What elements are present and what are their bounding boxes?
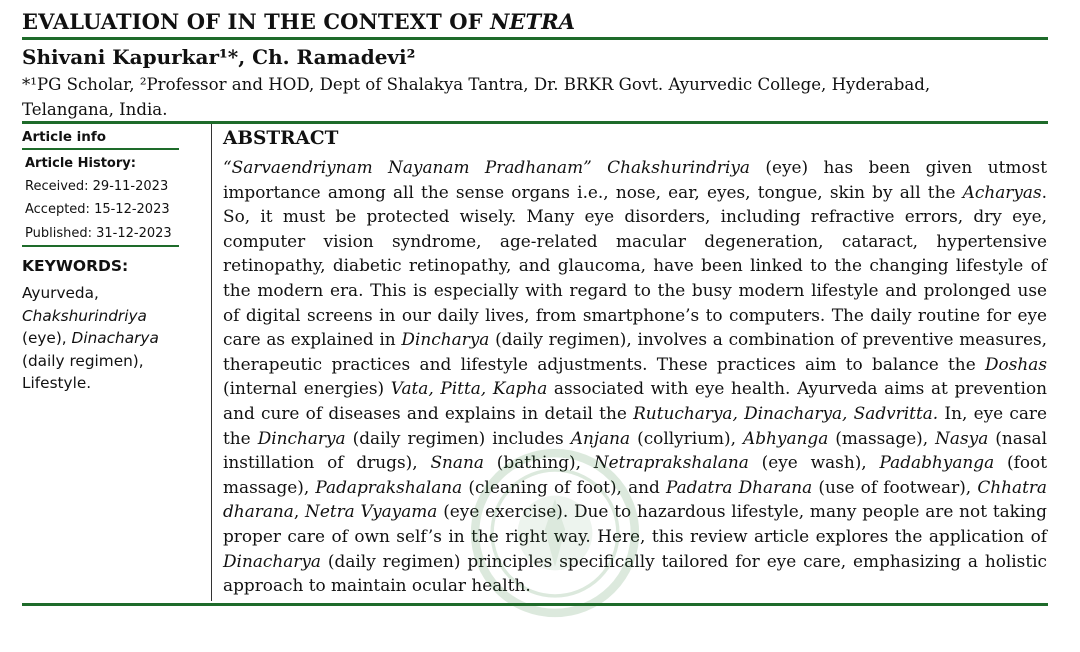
abstract-italic-term: Netra Vyayama xyxy=(305,501,438,522)
abstract-italic-term: Dincharya xyxy=(257,427,346,448)
abstract-text: (nasal instillation of drugs), xyxy=(223,427,1047,473)
abstract-text: associated with eye health. Ayurveda aims at prevention and cure of diseases and explains in detail the xyxy=(223,378,1047,423)
abstract-italic-term: “Sarvaendriynam Nayanam Pradhanam” Chakshurindriya xyxy=(223,157,750,177)
received-date: Received: 29-11-2023 xyxy=(25,179,169,194)
abstract-italic-term: Nasya xyxy=(935,427,989,448)
abstract-text: (massage), xyxy=(828,427,936,448)
abstract-italic-term: Snana xyxy=(430,452,484,473)
abstract-italic-term: Vata, Pitta, Kapha xyxy=(390,378,548,399)
abstract-heading: ABSTRACT xyxy=(223,128,339,149)
abstract-text: (eye wash), xyxy=(748,452,880,473)
abstract-italic-term: Netraprakshalana xyxy=(593,452,749,473)
abstract-text: (daily regimen), involves a combination of preventive measures, therapeutic practices and lifestyle adjustments. These practices aim to balance the xyxy=(223,329,1047,374)
keywords-heading: KEYWORDS: xyxy=(22,257,129,275)
article-title xyxy=(22,9,575,34)
affiliation: *¹PG Scholar, ²Professor and HOD, Dept of Shalakya Tantra, Dr. BRKR Govt. Ayurvedic College, Hyderabad, Telangana, India. xyxy=(22,75,931,119)
keywords-list xyxy=(22,282,202,395)
abstract-text: (bathing), xyxy=(483,452,594,473)
article-info-heading: Article info xyxy=(22,129,107,145)
abstract-text: . So, it must be protected wisely. Many eye disorders, including refractive errors, dry eye, computer vision syndrome, age-related macular degeneration, cataract, hypertensive retinopathy, diabetic retinopathy, and glaucoma, have been linked to the changing lifestyle of the modern era. This is especially with regard to the busy modern lifestyle and prolonged use of digital screens in our daily lives, from smartphone’s to computers. The daily routine for eye care as explained in xyxy=(223,181,1047,350)
abstract-text: (eye) has been given utmost importance among all the sense organs i.e., nose, ear, eyes, tongue, skin by all the xyxy=(223,157,1047,202)
abstract-text: (use of footwear), xyxy=(812,476,978,497)
article-info-divider xyxy=(22,148,179,150)
keyword: Chakshurindriya xyxy=(22,306,147,325)
abstract-text: (internal energies) xyxy=(223,378,391,399)
footer-divider xyxy=(22,603,1048,606)
abstract-text: In, eye care the xyxy=(223,402,1047,448)
title-italic: NETRA xyxy=(490,9,576,34)
abstract-italic-term: Doshas xyxy=(985,353,1047,374)
abstract-italic-term: Abhyanga xyxy=(743,427,829,448)
keyword: Dinacharya xyxy=(71,329,159,347)
abstract-italic-term: Anjana xyxy=(570,427,631,448)
abstract-italic-term: Acharyas xyxy=(962,181,1042,202)
keyword: (eye), xyxy=(22,329,72,347)
abstract-text: (eye exercise). Due to hazardous lifestyle, many people are not taking proper care of own self’s in the right way. Here, this review article explores the application of xyxy=(223,501,1047,546)
abstract-italic-term: Rutucharya, Dinacharya, Sadvritta. xyxy=(633,402,939,423)
keyword: Ayurveda, xyxy=(22,284,99,302)
abstract-text: , xyxy=(293,501,306,522)
abstract-text: (daily regimen) principles specifically tailored for eye care, emphasizing a holistic approach to maintain ocular health. xyxy=(223,550,1047,596)
published-date: Published: 31-12-2023 xyxy=(25,226,172,241)
abstract-italic-term: Chhatra dharana xyxy=(223,476,1047,522)
abstract-body xyxy=(223,155,1047,598)
abstract-italic-term: Padatra Dharana xyxy=(665,476,813,497)
abstract-text: (collyrium), xyxy=(630,427,744,448)
keyword: (daily regimen), Lifestyle. xyxy=(22,351,144,392)
abstract-text: (cleaning of foot), and xyxy=(462,476,666,497)
title-main: EVALUATION OF IN THE CONTEXT OF xyxy=(22,9,491,34)
article-history-heading: Article History: xyxy=(25,156,136,171)
title-divider xyxy=(22,37,1048,40)
abstract-italic-term: Dincharya xyxy=(401,329,490,350)
history-divider xyxy=(22,245,179,247)
abstract-italic-term: Dinacharya xyxy=(223,550,321,571)
authors: Shivani Kapurkar¹*, Ch. Ramadevi² xyxy=(22,45,416,69)
abstract-text: (daily regimen) includes xyxy=(345,427,571,448)
abstract-text: (foot massage), xyxy=(223,452,1048,497)
abstract-italic-term: Padabhyanga xyxy=(879,452,995,473)
article-info-column xyxy=(22,124,212,602)
abstract-italic-term: Padaprakshalana xyxy=(315,476,463,497)
accepted-date: Accepted: 15-12-2023 xyxy=(25,202,170,217)
column-divider xyxy=(211,124,212,601)
